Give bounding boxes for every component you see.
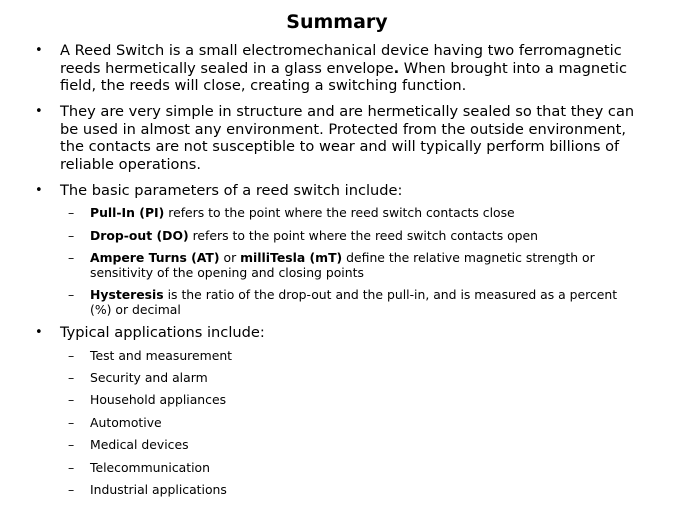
bullet-icon: •: [35, 325, 43, 340]
bullet-icon: •: [35, 104, 43, 119]
dash-icon: –: [68, 482, 75, 497]
sub-item-application: [68, 393, 638, 408]
sub-item-application: [68, 438, 638, 453]
dash-icon: –: [68, 205, 75, 220]
bullet-text: The basic parameters of a reed switch include:: [60, 182, 403, 199]
sub-item-pull-in: [68, 206, 638, 221]
sub-item-text: Industrial applications: [90, 482, 227, 497]
dash-icon: –: [68, 250, 75, 265]
sub-item-application: [68, 416, 638, 431]
bullet-item-reed-switch: [35, 42, 645, 95]
sub-item-text: Hysteresis is the ratio of the drop-out and the pull-in, and is measured as a percent (%) or decimal: [90, 287, 618, 317]
dash-icon: –: [68, 228, 75, 243]
sub-item-ampere-turns: [68, 251, 638, 280]
dash-icon: –: [68, 415, 75, 430]
sub-item-text: Medical devices: [90, 437, 189, 452]
bullet-item-parameters: [35, 182, 645, 200]
dash-icon: –: [68, 370, 75, 385]
bullet-icon: •: [35, 183, 43, 198]
sub-item-application: [68, 483, 638, 498]
sub-item-text: Automotive: [90, 415, 162, 430]
slide-title: Summary: [286, 11, 388, 33]
bullet-item-structure: [35, 103, 645, 173]
sub-item-text: Household appliances: [90, 392, 227, 407]
sub-item-drop-out: [68, 229, 638, 244]
sub-item-text: Ampere Turns (AT) or milliTesla (mT) define the relative magnetic strength or sensitivity of the opening and closing points: [90, 250, 595, 280]
dash-icon: –: [68, 392, 75, 407]
bullet-text: A Reed Switch is a small electromechanical device having two ferromagnetic reeds hermetically sealed in a glass envelope. When brought into a magnetic field, the reeds will close, creating a switching function.: [60, 42, 627, 94]
dash-icon: –: [68, 437, 75, 452]
sub-item-text: Drop-out (DO) refers to the point where the reed switch contacts open: [90, 228, 539, 243]
dash-icon: –: [68, 348, 75, 363]
bullet-item-applications: [35, 324, 645, 342]
sub-item-text: Security and alarm: [90, 370, 208, 385]
dash-icon: –: [68, 287, 75, 302]
sub-item-application: [68, 371, 638, 386]
sub-item-application: [68, 461, 638, 476]
bullet-text: Typical applications include:: [60, 324, 265, 341]
sub-item-text: Pull-In (PI) refers to the point where the reed switch contacts close: [90, 205, 515, 220]
bullet-text: They are very simple in structure and are hermetically sealed so that they can be used in almost any environment. Protected from the outside environment, the contacts are not susceptible to wear and will typically perform billions of reliable operations.: [60, 103, 635, 173]
sub-item-text: Telecommunication: [90, 460, 210, 475]
sub-item-text: Test and measurement: [90, 348, 233, 363]
sub-item-application: [68, 349, 638, 364]
dash-icon: –: [68, 460, 75, 475]
bullet-icon: •: [35, 43, 43, 58]
sub-item-hysteresis: [68, 288, 638, 317]
